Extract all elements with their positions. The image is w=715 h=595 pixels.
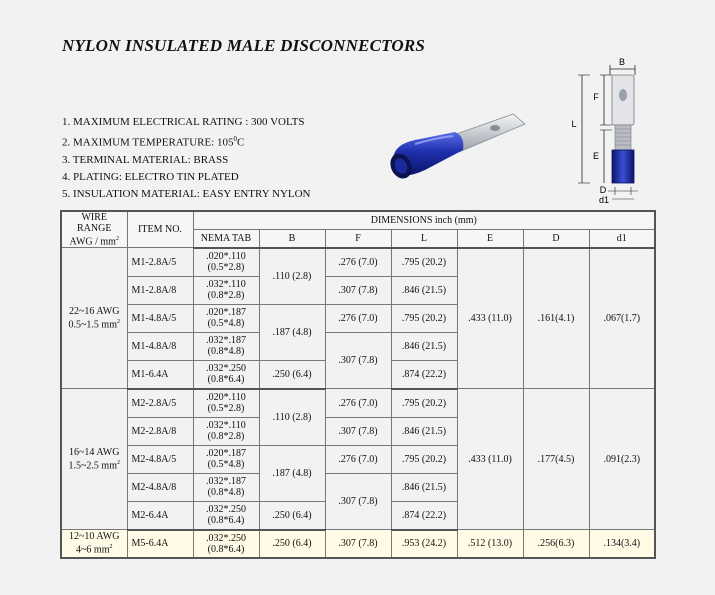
wire-range-cell: 12~10 AWG 4~6 $mm^2$ [61,530,127,558]
label-d: D [599,185,607,195]
l-cell: .874 (22.2) [391,501,457,530]
l-cell: .846 (21.5) [391,332,457,360]
spec-item: 1. MAXIMUM ELECTRICAL RATING : 300 VOLTS [62,116,305,128]
nema-tab-cell: .032*.110 (0.8*2.8) [193,417,259,445]
nema-tab-cell: .032*.250 (0.8*6.4) [193,530,259,558]
f-cell: .276 (7.0) [325,248,391,277]
nema-tab-cell: .020*.187 (0.5*4.8) [193,445,259,473]
header-e: E [457,229,523,247]
table-row [61,248,655,277]
d1-cell: .067(1.7) [589,248,655,389]
label-e: E [592,151,600,161]
nema-tab-cell: .032*.110 (0.8*2.8) [193,276,259,304]
nema-tab-cell: .020*.187 (0.5*4.8) [193,304,259,332]
item-no-cell: M2-4.8A/5 [127,445,193,473]
f-cell: .307 (7.8) [325,417,391,445]
d1-cell: .091(2.3) [589,389,655,530]
header-l: L [391,229,457,247]
d-cell: .256(6.3) [523,530,589,558]
item-no-cell: M2-2.8A/8 [127,417,193,445]
d1-cell: .134(3.4) [589,530,655,558]
item-no-cell: M1-2.8A/5 [127,248,193,277]
header-d: D [523,229,589,247]
dimensions-table [60,210,656,559]
f-cell: .307 (7.8) [325,530,391,558]
f-cell: .276 (7.0) [325,445,391,473]
nema-tab-cell: .020*.110 (0.5*2.8) [193,389,259,418]
b-cell: .187 (4.8) [259,445,325,501]
header-d1: d1 [589,229,655,247]
e-cell: .433 (11.0) [457,389,523,530]
l-cell: .846 (21.5) [391,473,457,501]
dimension-diagram [560,55,670,205]
spec-item: 3. TERMINAL MATERIAL: BRASS [62,153,229,166]
header-f: F [325,229,391,247]
nema-tab-cell: .020*.110 (0.5*2.8) [193,248,259,277]
d-cell: .177(4.5) [523,389,589,530]
l-cell: .795 (20.2) [391,248,457,277]
spec-item: 4. PLATING: ELECTRO TIN PLATED [62,170,239,183]
wire-range-cell: 16~14 AWG 1.5~2.5 $mm^2$ [61,389,127,530]
f-cell: .307 (7.8) [325,473,391,530]
page-title: NYLON INSULATED MALE DISCONNECTORS [62,36,426,55]
f-cell: .307 (7.8) [325,276,391,304]
l-cell: .874 (22.2) [391,360,457,389]
b-cell: .187 (4.8) [259,304,325,360]
wire-range-cell: 22~16 AWG 0.5~1.5 $mm^2$ [61,248,127,389]
header-b: B [259,229,325,247]
e-cell: .512 (13.0) [457,530,523,558]
label-b: B [618,57,626,67]
l-cell: .795 (20.2) [391,304,457,332]
b-cell: .110 (2.8) [259,248,325,305]
l-cell: .953 (24.2) [391,530,457,558]
spec-item: 5. INSULATION MATERIAL: EASY ENTRY NYLON [62,187,311,200]
l-cell: .795 (20.2) [391,445,457,473]
spec-item: 2. MAXIMUM TEMPERATURE: $105^0C$ [62,135,245,149]
nema-tab-cell: .032*.187 (0.8*4.8) [193,332,259,360]
item-no-cell: M1-4.8A/5 [127,304,193,332]
l-cell: .846 (21.5) [391,417,457,445]
e-cell: .433 (11.0) [457,248,523,389]
f-cell: .276 (7.0) [325,389,391,418]
label-l: L [571,119,577,129]
spec-list [62,114,311,203]
f-cell: .307 (7.8) [325,332,391,389]
table-header-row [61,211,655,229]
item-no-cell: M2-4.8A/8 [127,473,193,501]
nema-tab-cell: .032*.187 (0.8*4.8) [193,473,259,501]
b-cell: .250 (6.4) [259,360,325,389]
label-f: F [593,92,599,102]
b-cell: .250 (6.4) [259,501,325,530]
item-no-cell: M2-2.8A/5 [127,389,193,418]
item-no-cell: M5-6.4A [127,530,193,558]
item-no-cell: M1-4.8A/8 [127,332,193,360]
item-no-cell: M2-6.4A [127,501,193,530]
header-dimensions: DIMENSIONS inch (mm) [193,211,655,229]
product-image [385,100,530,195]
table-row [61,530,655,558]
header-wire-range: WIRE RANGE AWG / $mm^2$ [61,211,127,248]
nema-tab-cell: .032*.250 (0.8*6.4) [193,360,259,389]
item-no-cell: M1-6.4A [127,360,193,389]
item-no-cell: M1-2.8A/8 [127,276,193,304]
table-row [61,389,655,418]
f-cell: .276 (7.0) [325,304,391,332]
l-cell: .846 (21.5) [391,276,457,304]
b-cell: .110 (2.8) [259,389,325,446]
d-cell: .161(4.1) [523,248,589,389]
l-cell: .795 (20.2) [391,389,457,418]
header-nema-tab: NEMA TAB [193,229,259,247]
nema-tab-cell: .032*.250 (0.8*6.4) [193,501,259,530]
b-cell: .250 (6.4) [259,530,325,558]
label-d1: d1 [598,195,610,205]
header-item-no: ITEM NO. [127,211,193,248]
